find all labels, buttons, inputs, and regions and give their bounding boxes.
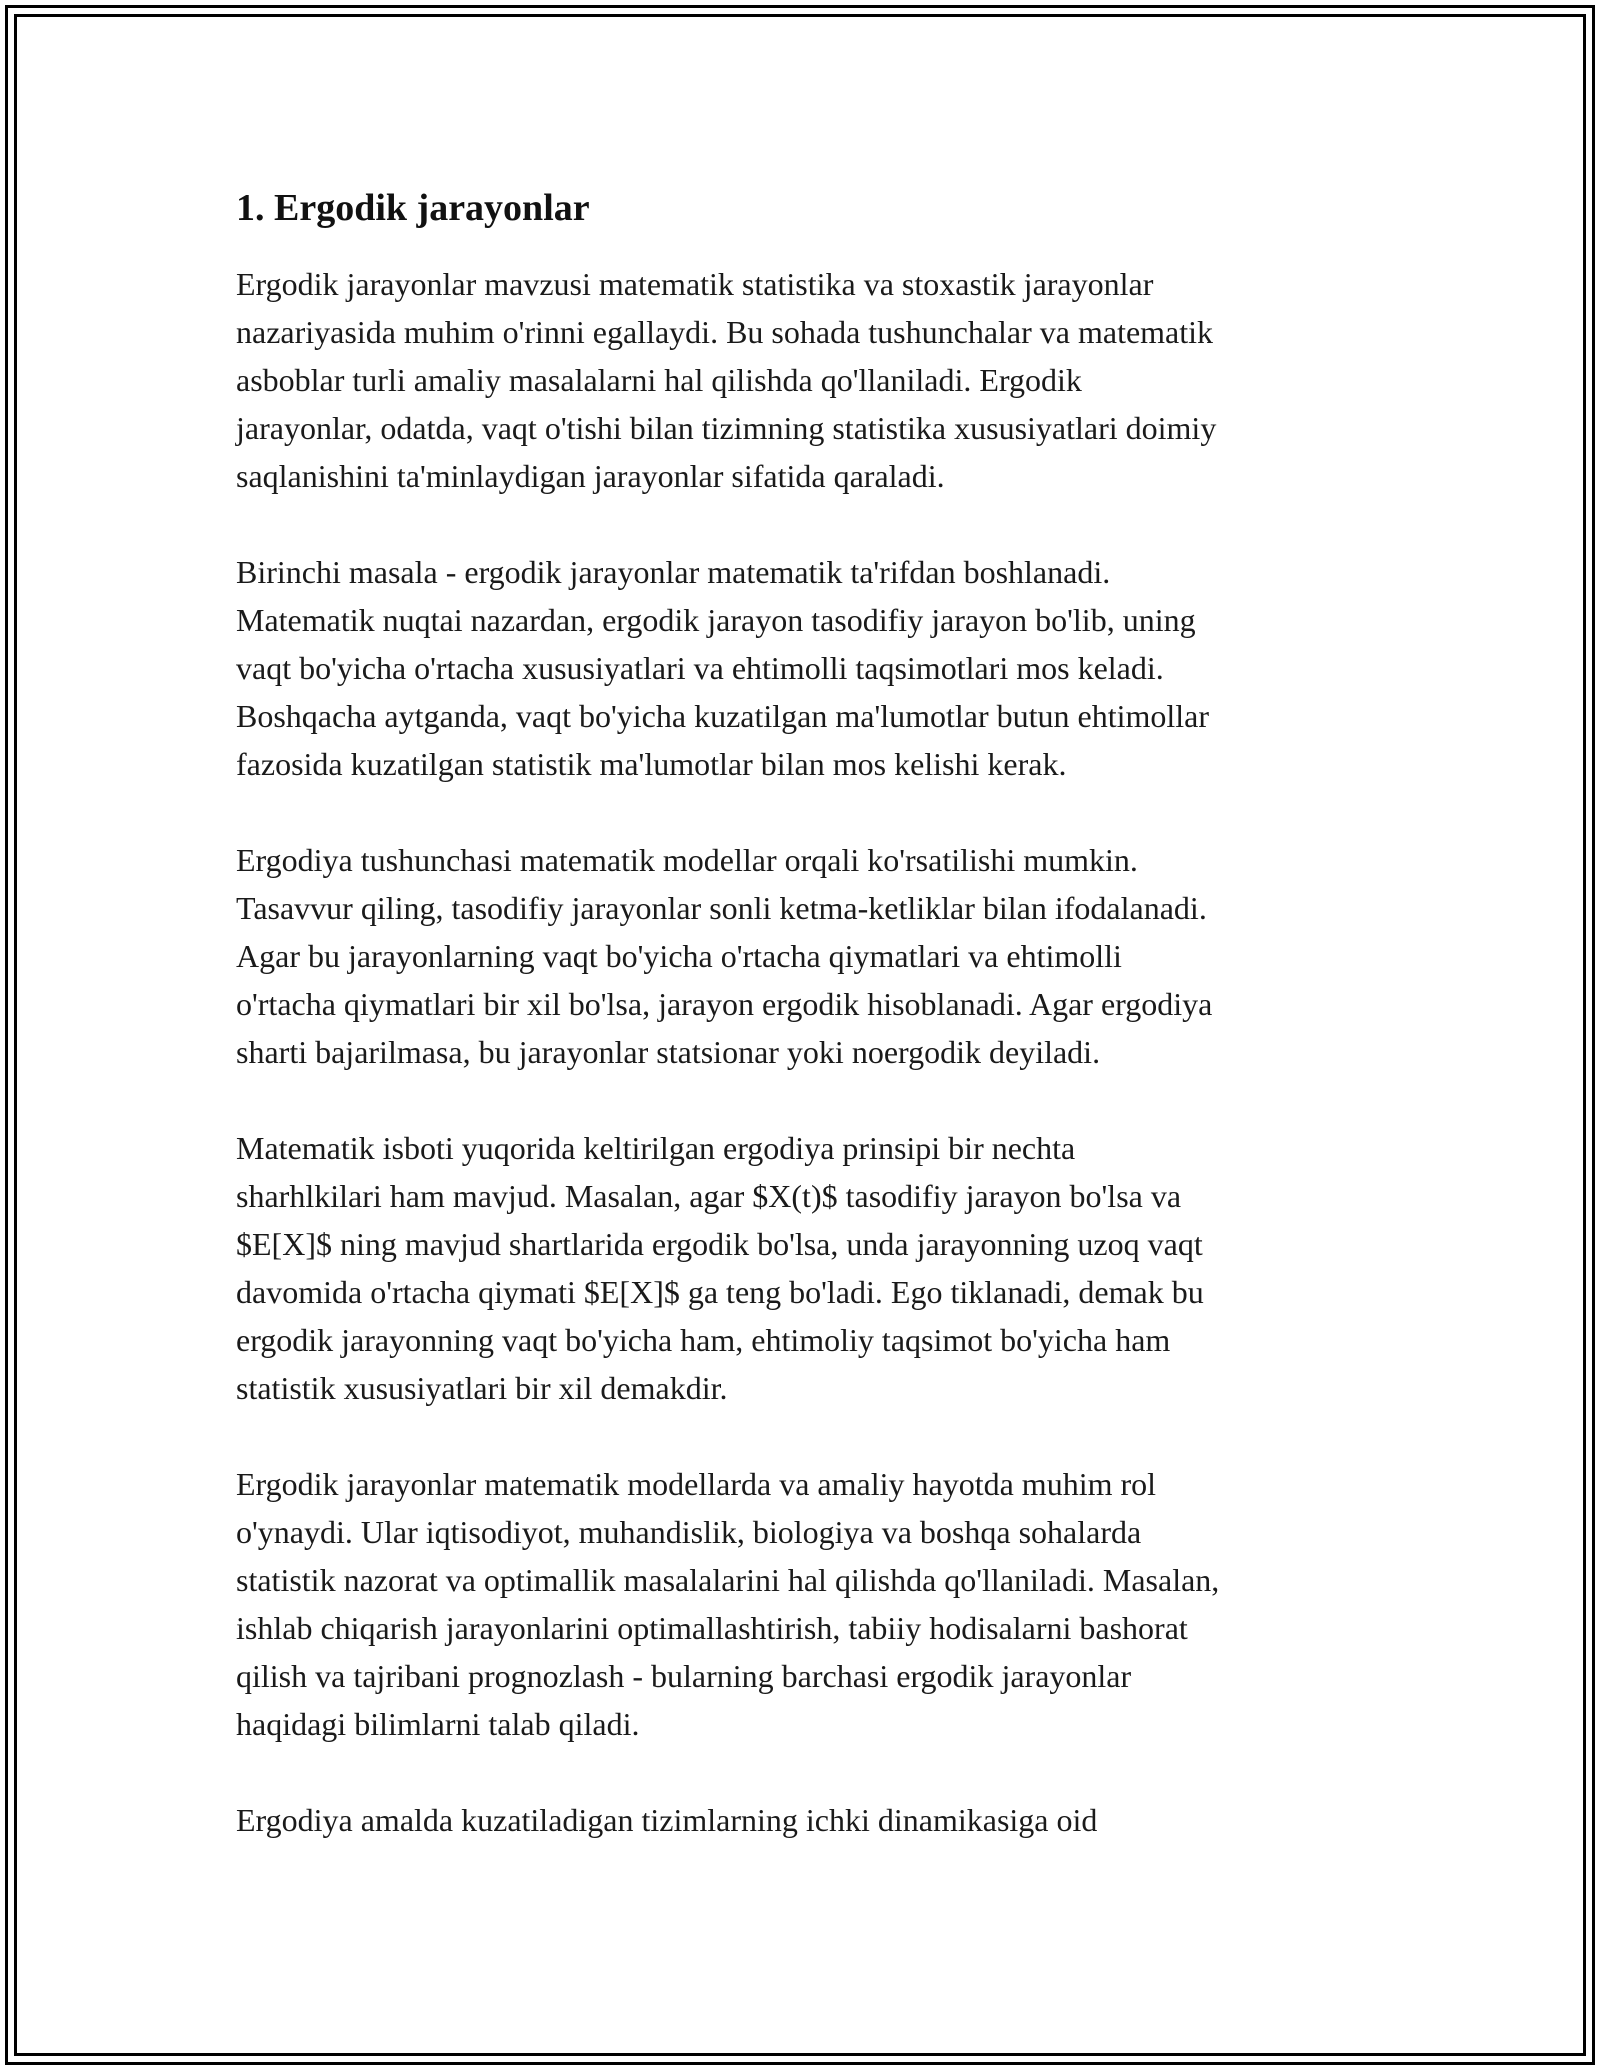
paragraph-proof: Matematik isboti yuqorida keltirilgan ergodiya prinsipi bir nechta sharhlkilari ham mavjud. Masalan, agar $X(t)$ tasodifiy jarayon bo'lsa va $E[X]$ ning mavjud shartlarida ergodik bo'lsa, unda jarayonning uzoq vaqt davomida o'rtacha qiymati $E[X]$ ga teng bo'ladi. Ego tiklanadi, demak bu ergodik jarayonning vaqt bo'yicha ham, ehtimoliy taqsimot bo'yicha ham statistik xususiyatlari bir xil demakdir. [236, 1130, 1204, 1406]
paragraph-models: Ergodiya tushunchasi matematik modellar orqali ko'rsatilishi mumkin. Tasavvur qiling, tasodifiy jarayonlar sonli ketma-ketliklar bilan ifodalanadi. Agar bu jarayonlarning vaqt bo'yicha o'rtacha qiymatlari va ehtimolli o'rtacha qiymatlari bir xil bo'lsa, jarayon ergodik hisoblanadi. Agar ergodiya sharti bajarilmasa, bu jarayonlar statsionar yoki noergodik deyiladi. [236, 842, 1213, 1070]
paragraph-applications: Ergodik jarayonlar matematik modellarda va amaliy hayotda muhim rol o'ynaydi. Ular iqtisodiyot, muhandislik, biologiya va boshqa sohalarda statistik nazorat va optimallik masalalarini hal qilishda qo'llaniladi. Masalan, ishlab chiqarish jarayonlarini optimallashtirish, tabiiy hodisalarni bashorat qilish va tajribani prognozlash - bularning barchasi ergodik jarayonlar haqidagi bilimlarni talab qiladi. [236, 1466, 1220, 1742]
document-body [236, 184, 1386, 1844]
paragraph-continuation: Ergodiya amalda kuzatiladigan tizimlarning ichki dinamikasiga oid [236, 1802, 1098, 1838]
section-heading: 1. Ergodik jarayonlar [236, 187, 590, 229]
paragraph-definition: Birinchi masala - ergodik jarayonlar matematik ta'rifdan boshlanadi. Matematik nuqtai nazardan, ergodik jarayon tasodifiy jarayon bo'lib, uning vaqt bo'yicha o'rtacha xususiyatlari va ehtimolli taqsimotlari mos keladi. Boshqacha aytganda, vaqt bo'yicha kuzatilgan ma'lumotlar butun ehtimollar fazosida kuzatilgan statistik ma'lumotlar bilan mos kelishi kerak. [236, 554, 1210, 782]
paragraph-intro: Ergodik jarayonlar mavzusi matematik statistika va stoxastik jarayonlar nazariyasida muhim o'rinni egallaydi. Bu sohada tushunchalar va matematik asboblar turli amaliy masalalarni hal qilishda qo'llaniladi. Ergodik jarayonlar, odatda, vaqt o'tishi bilan tizimning statistika xususiyatlari doimiy saqlanishini ta'minlaydigan jarayonlar sifatida qaraladi. [236, 266, 1217, 494]
